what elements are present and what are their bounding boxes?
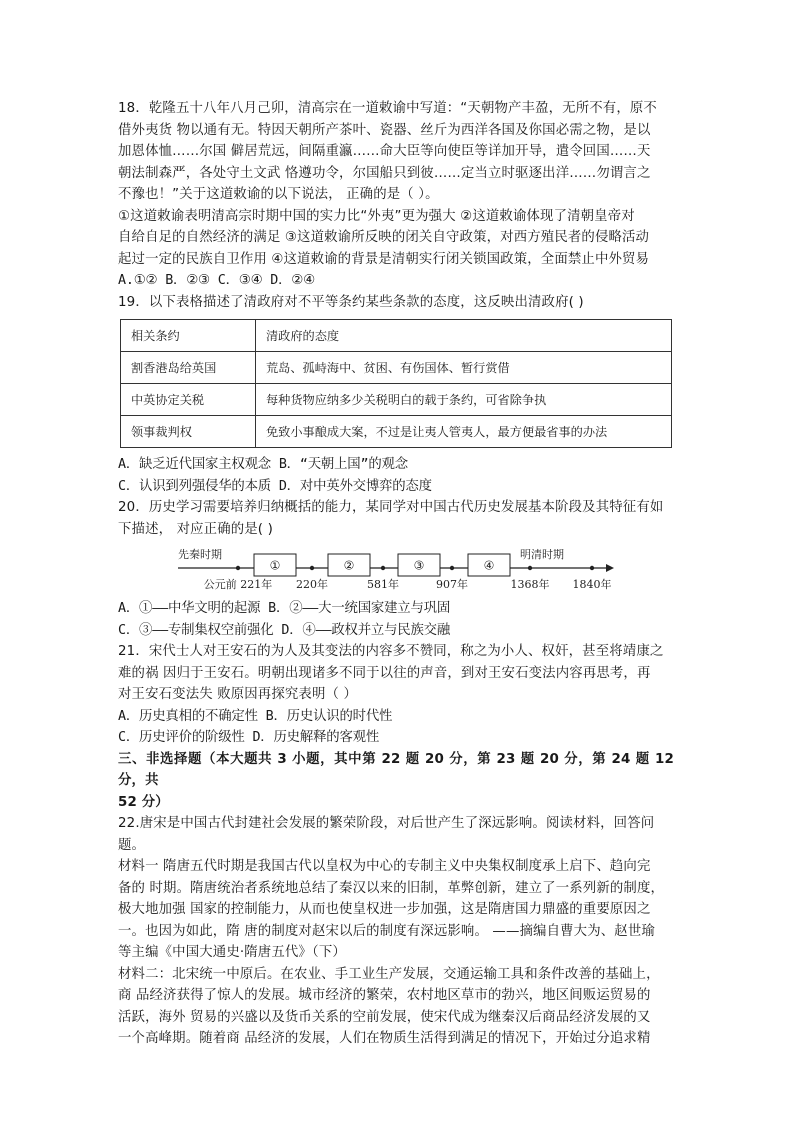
timeline-year: 1368年 (510, 578, 550, 591)
treaty-attitude-table (120, 319, 672, 448)
table-cell: 割香港岛给英国 (121, 352, 256, 384)
q18-line: ①这道敕谕表明清高宗时期中国的实力比“外夷”更为强大 ②这道敕谕体现了清朝皇帝对 (118, 208, 635, 224)
q20-option-line: C．③——专制集权空前强化 D．④——政权并立与民族交融 (118, 622, 451, 638)
q22-line: 材料一 隋唐五代时期是我国古代以皇权为中心的专制主义中央集权制度承上启下、趋向完 (118, 859, 651, 874)
timeline-arrow-icon (606, 564, 614, 572)
section-heading-line: 52 分） (118, 794, 169, 810)
q18-line: 加恩体恤……尔国 僻居荒远，间隔重瀛……命大臣等向使臣等详加开导，遣令回国……天 (118, 144, 651, 159)
q20-line: 下描述， 对应正确的是( ) (118, 521, 273, 537)
q22-line: 活跃，海外 贸易的兴盛以及货币关系的空前发展，使宋代成为继秦汉后商品经济发展的又 (118, 1009, 651, 1025)
q21-line: 对王安石变法失 败原因再探究表明（ ） (118, 687, 358, 702)
q18-line: 不豫也！”关于这道敕谕的以下说法， 正确的是（ ）。 (118, 187, 439, 202)
timeline-dot (236, 566, 240, 570)
q22-line: 材料二：北宋统一中原后。在农业、手工业生产发展，交通运输工具和条件改善的基础上， (118, 966, 660, 982)
timeline-left-label: 先秦时期 (178, 548, 222, 561)
q22-line: 商 品经济获得了惊人的发展。城市经济的繁荣，农村地区草市的勃兴，地区间贩运贸易的 (118, 988, 651, 1003)
q18-line: 自给自足的自然经济的满足 ③这道敕谕所反映的闭关自守政策，对西方殖民者的侵略活动 (118, 230, 650, 245)
timeline-dot (310, 566, 314, 570)
q18-options: A.①② B．②③ C．③④ D．②④ (118, 273, 315, 288)
timeline-dot (590, 566, 594, 570)
table-row (121, 320, 672, 352)
q22-line: 一个高峰期。随着商 品经济的发展，人们在物质生活得到满足的情况下，开始过分追求精 (118, 1031, 651, 1046)
history-timeline (118, 542, 674, 592)
table-cell: 免致小事酿成大案，不过是让夷人管夷人，最方便最省事的办法 (256, 416, 672, 448)
timeline-year: 公元前 221年 (203, 578, 273, 591)
timeline-graphic (118, 542, 674, 592)
exam-page (118, 98, 674, 1050)
q20-line: 20．历史学习需要培养归纳概括的能力，某同学对中国古代历史发展基本阶段及其特征有如 (118, 500, 664, 515)
timeline-right-label: 明清时期 (520, 548, 564, 561)
q18-line: 借外夷货 物以通有无。特因天朝所产茶叶、瓷器、丝斤为西洋各国及你国必需之物，是以 (118, 122, 651, 138)
table-cell: 荒岛、孤峙海中、贫困、有伤国体、暂行赏借 (256, 352, 672, 384)
q21-line: 21．宋代士人对王安石的为人及其变法的内容多不赞同，称之为小人、权奸，甚至将靖康之 (118, 644, 664, 659)
timeline-dot (381, 566, 385, 570)
timeline-box-label: ④ (483, 558, 495, 573)
question-21 (118, 641, 674, 749)
q21-option-line: A．历史真相的不确定性 B．历史认识的时代性 (118, 708, 393, 724)
timeline-dot (450, 566, 454, 570)
timeline-box-label: ① (269, 558, 281, 573)
q19-stem: 19．以下表格描述了清政府对不平等条约某些条款的态度，这反映出清政府( ) (118, 294, 584, 310)
q19-option-line: A．缺乏近代国家主权观念 B．“天朝上国”的观念 (118, 457, 408, 472)
q22-line: 题。 (118, 837, 146, 853)
timeline-dot (528, 566, 532, 570)
table-row (121, 384, 672, 416)
q22-line: 备的 时期。隋唐统治者系统地总结了秦汉以来的旧制，革弊创新，建立了一系列新的制度， (118, 880, 665, 896)
q18-line: 朝法制森严，各处守土文武 恪遵功令，尔国船只到彼……定当立时驱逐出洋……勿谓言之 (118, 165, 651, 181)
q19-option-line: C．认识到列强侵华的本质 D．对中英外交博弈的态度 (118, 478, 432, 494)
timeline-year: 907年 (436, 578, 468, 591)
table-row (121, 416, 672, 448)
timeline-box-label: ③ (413, 558, 425, 573)
table-cell: 清政府的态度 (256, 320, 672, 352)
q18-line: 18．乾隆五十八年八月己卯，清高宗在一道敕谕中写道：“天朝物产丰盈，无所不有，原不 (118, 101, 657, 116)
timeline-box-label: ② (343, 558, 355, 573)
timeline-year: 581年 (367, 578, 399, 591)
timeline-year: 1840年 (572, 578, 612, 591)
question-22 (118, 813, 674, 1050)
q22-line: 极大地加强 国家的控制能力，从而也使皇权进一步加强，这是隋唐国力鼎盛的重要原因之 (118, 902, 651, 917)
q22-line: 一。也因为如此，隋 唐的制度对赵宋以后的制度有深远影响。 ——摘编自曹大为、赵世瑜 (118, 923, 655, 939)
table-cell: 每种货物应纳多少关税明白的载于条约，可省除争执 (256, 384, 672, 416)
q18-line: 起过一定的民族自卫作用 ④这道敕谕的背景是清朝实行闭关锁国政策，全面禁止中外贸易 (118, 251, 650, 267)
question-19 (118, 292, 674, 498)
question-20 (118, 497, 674, 641)
question-18 (118, 98, 674, 292)
section-3-heading (118, 749, 674, 814)
q21-option-line: C．历史评价的阶级性 D．历史解释的客观性 (118, 730, 380, 745)
q22-line: 22.唐宋是中国古代封建社会发展的繁荣阶段，对后世产生了深远影响。阅读材料，回答问 (118, 816, 655, 831)
q21-line: 难的祸 因归于王安石。明朝出现诸多不同于以往的声音，到对王安石变法内容再思考，再 (118, 665, 651, 681)
q20-option-line: A．①——中华文明的起源 B．②——大一统国家建立与巩固 (118, 601, 451, 616)
table-cell: 领事裁判权 (121, 416, 256, 448)
table-cell: 中英协定关税 (121, 384, 256, 416)
table-cell: 相关条约 (121, 320, 256, 352)
section-heading-line: 三、非选择题（本大题共 3 小题，其中第 22 题 20 分，第 23 题 20 分，第 24 题 12 分，共 (118, 751, 674, 788)
timeline-year: 220年 (296, 578, 328, 591)
q22-line: 等主编《中国大通史·隋唐五代》（下） (118, 945, 346, 960)
table-row (121, 352, 672, 384)
